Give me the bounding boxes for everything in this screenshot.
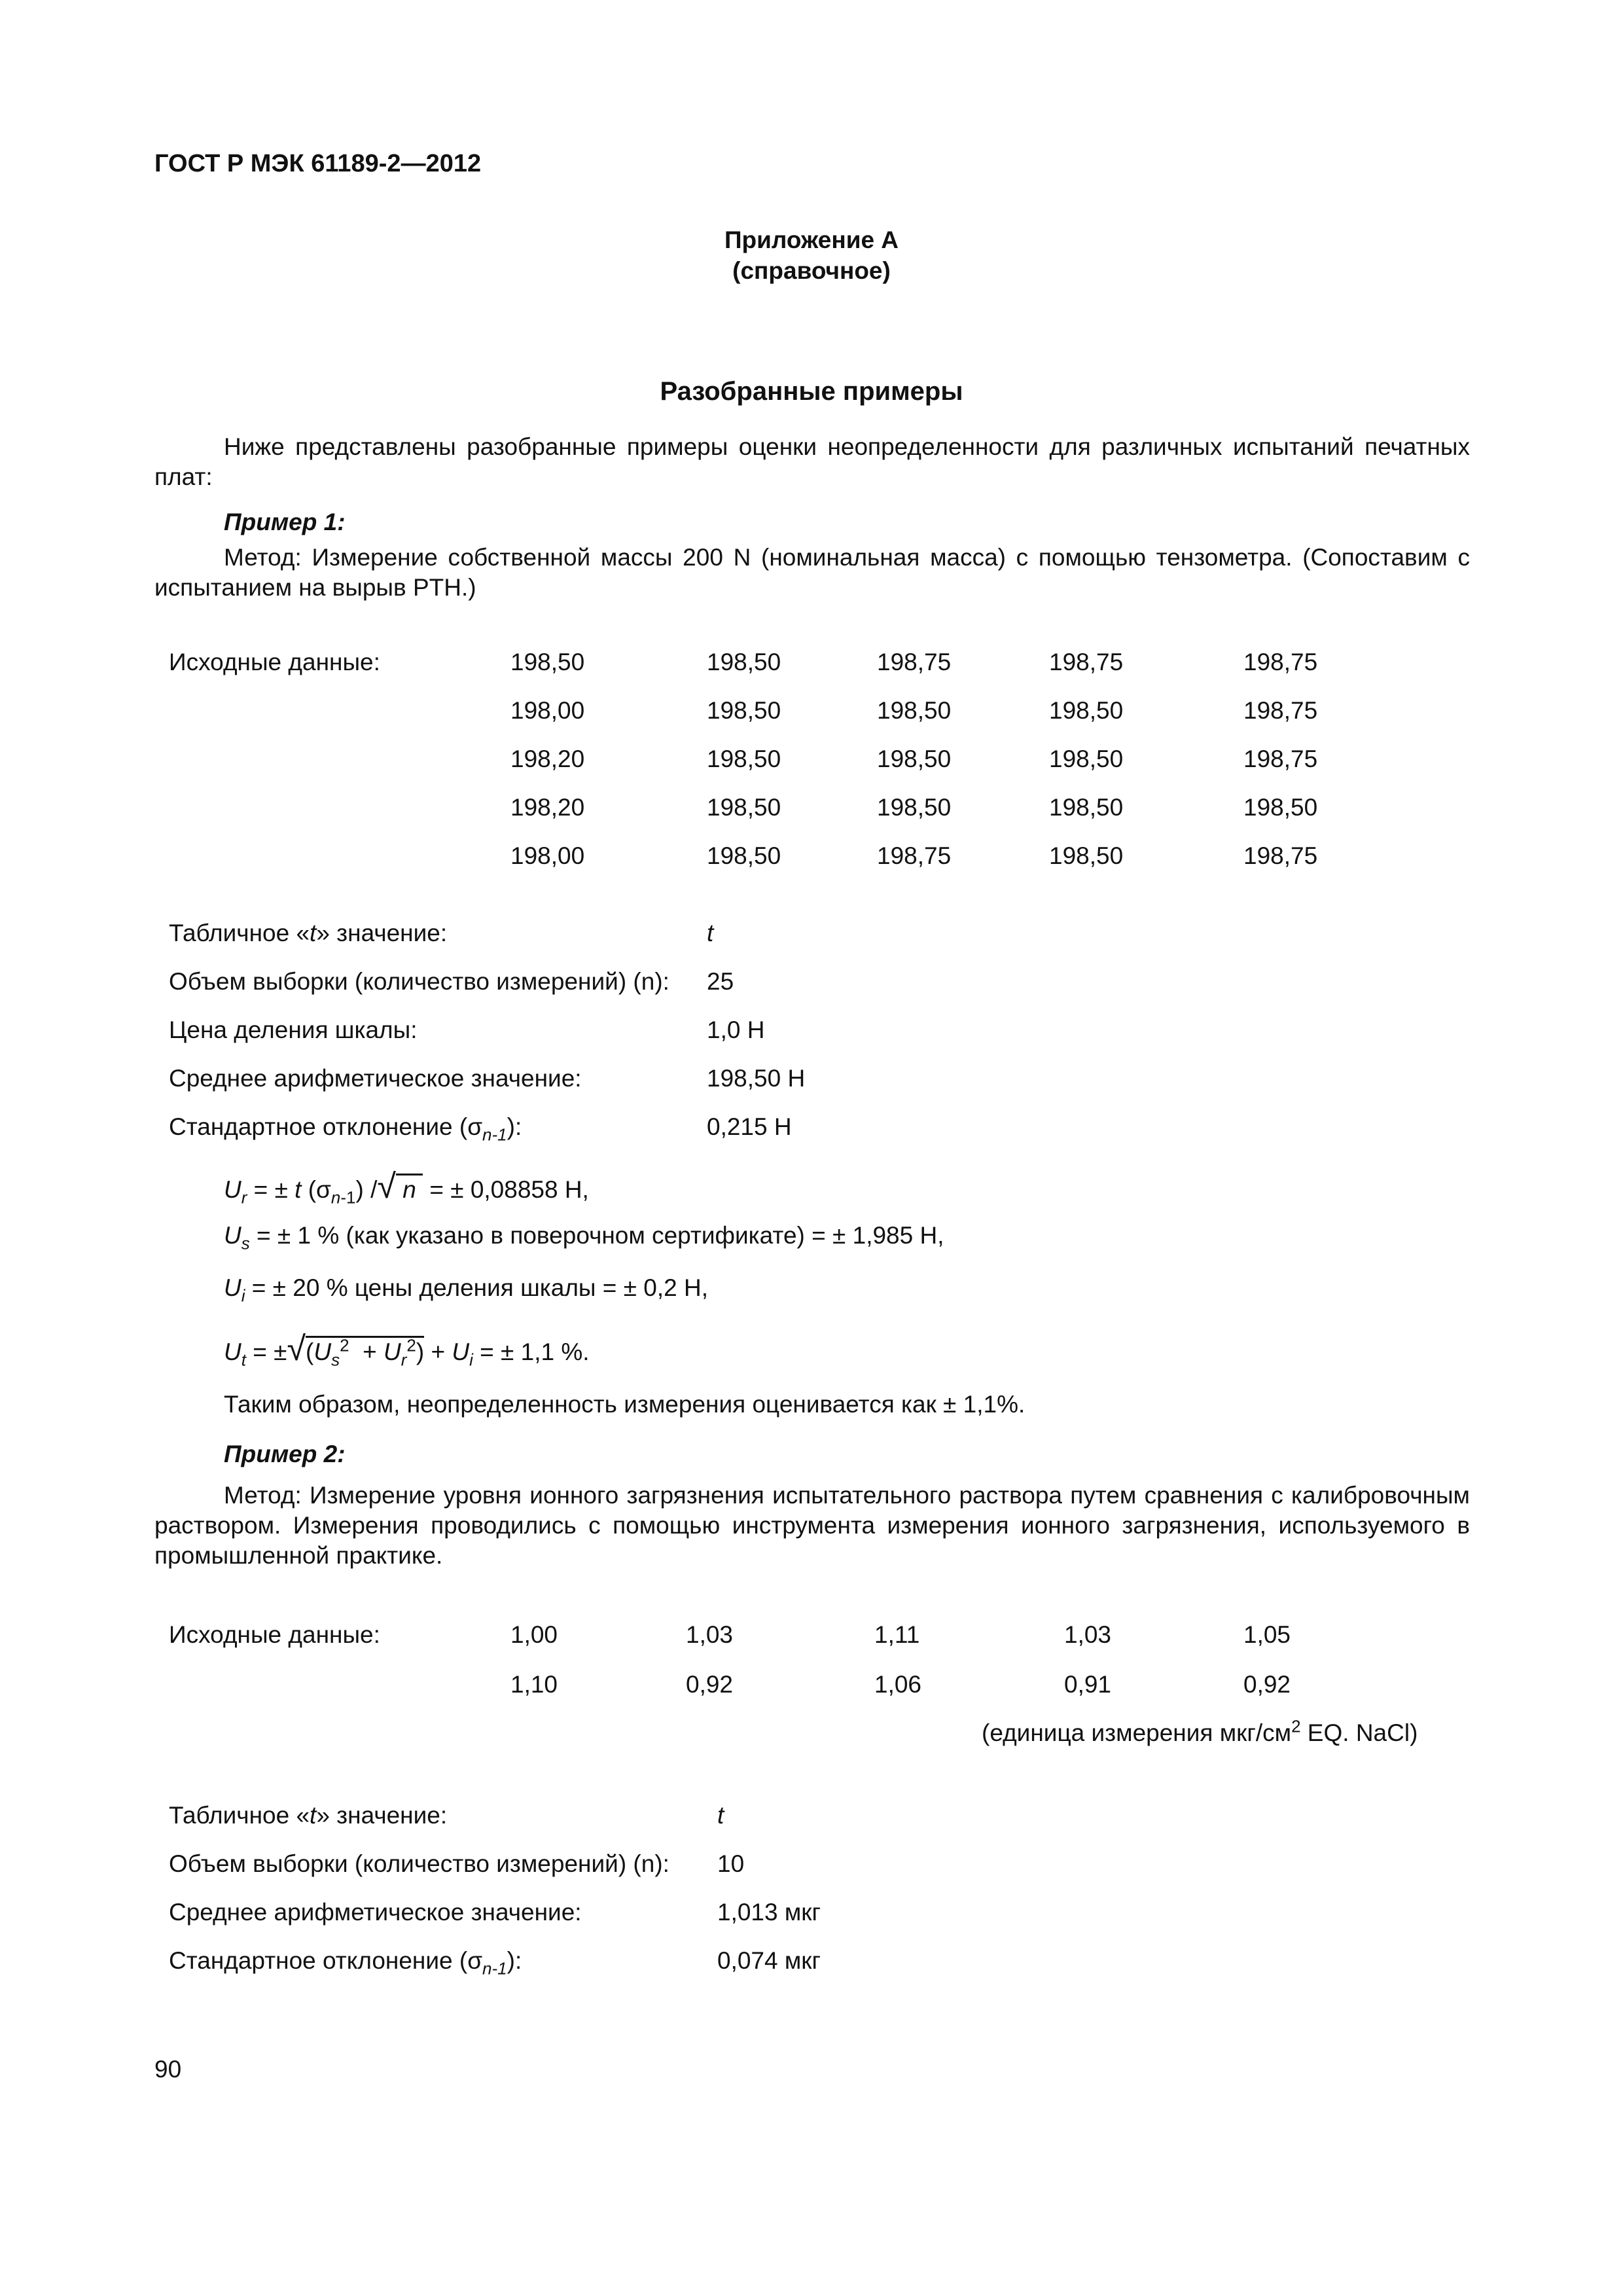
example1-mean-label: Среднее арифметическое значение: xyxy=(169,1065,582,1092)
data-cell: 198,75 xyxy=(877,842,952,869)
example2-mean-label: Среднее арифметическое значение: xyxy=(169,1899,582,1926)
data-cell: 198,50 xyxy=(707,842,781,869)
data-cell: 1,10 xyxy=(510,1671,558,1698)
data-cell: 198,75 xyxy=(1049,649,1124,675)
data-cell: 198,20 xyxy=(510,794,585,821)
data-cell: 198,50 xyxy=(877,697,952,724)
section-title: Разобранные примеры xyxy=(660,377,963,406)
example1-heading: Пример 1: xyxy=(224,509,346,535)
example2-heading: Пример 2: xyxy=(224,1441,346,1467)
data-cell: 198,50 xyxy=(707,649,781,675)
example1-t-label: Табличное «t» значение: xyxy=(169,920,448,946)
data-cell: 1,11 xyxy=(874,1621,920,1648)
example1-method: Метод: Измерение собственной массы 200 N (номинальная масса) с помощью тензометра. (Сопоставим с испытанием на вырыв PTH.) xyxy=(154,544,1470,601)
example1-n-value: 25 xyxy=(707,968,734,995)
data-cell: 1,03 xyxy=(686,1621,734,1648)
data-cell: 198,50 xyxy=(1049,745,1124,772)
appendix-title: Приложение А xyxy=(724,226,899,253)
data-cell: 198,75 xyxy=(1243,842,1318,869)
example1-sd-label: Стандартное отклонение $(\sigma_{n-1})$: xyxy=(169,1113,522,1145)
example2-data-label: Исходные данные: xyxy=(169,1621,380,1648)
example2-sd-value: 0,074 мкг xyxy=(717,1947,821,1974)
data-cell: 198,75 xyxy=(1243,697,1318,724)
data-cell: 198,50 xyxy=(707,697,781,724)
example2-sd-label: Стандартное отклонение $(\sigma_{n-1})$: xyxy=(169,1947,522,1979)
data-cell: 198,50 xyxy=(1243,794,1318,821)
example1-scale-value: 1,0 Н xyxy=(707,1016,765,1043)
data-cell: 0,92 xyxy=(686,1671,734,1698)
data-cell: 198,50 xyxy=(1049,697,1124,724)
data-cell: 198,20 xyxy=(510,745,585,772)
data-cell: 198,50 xyxy=(1049,794,1124,821)
example1-mean-value: 198,50 Н xyxy=(707,1065,806,1092)
data-cell: 198,00 xyxy=(510,842,585,869)
data-cell: 198,50 xyxy=(707,745,781,772)
data-cell: 198,50 xyxy=(1049,842,1124,869)
example1-n-label: Объем выборки (количество измерений) (n): xyxy=(169,968,669,995)
appendix-subtitle: (справочное) xyxy=(732,257,891,284)
document-header-id: ГОСТ Р МЭК 61189-2—2012 xyxy=(154,150,482,177)
data-cell: 1,00 xyxy=(510,1621,558,1648)
formula-ut: $U_t = \pm√(U_s^2 + U_r^2) + U_i$ = ± 1,1 %. xyxy=(224,1330,590,1370)
example1-sd-value: 0,215 Н xyxy=(707,1113,792,1140)
example2-t-label: Табличное «t» значение: xyxy=(169,1802,448,1829)
data-cell: 1,03 xyxy=(1064,1621,1112,1648)
data-cell: 198,75 xyxy=(1243,745,1318,772)
data-cell: 198,75 xyxy=(877,649,952,675)
intro-paragraph: Ниже представлены разобранные примеры оценки неопределенности для различных испытаний печатных плат: xyxy=(154,433,1470,490)
data-cell: 0,91 xyxy=(1064,1671,1112,1698)
example2-unit-note: (единица измерения мкг/$см^2$ EQ. NaCl) xyxy=(982,1716,1418,1746)
data-cell: 198,75 xyxy=(1243,649,1318,675)
data-cell: 198,50 xyxy=(707,794,781,821)
page-number: 90 xyxy=(154,2056,182,2083)
data-cell: 198,50 xyxy=(877,794,952,821)
formula-ur: $U_r$ = ± t $(\sigma_{n-1})$ /√ n = ± 0,08858 Н, xyxy=(224,1168,589,1208)
data-cell: 1,05 xyxy=(1243,1621,1291,1648)
example1-scale-label: Цена деления шкалы: xyxy=(169,1016,418,1043)
formula-us: $U_s$ = ± 1 % (как указано в поверочном сертификате) = ± 1,985 Н, xyxy=(224,1222,944,1253)
data-cell: 0,92 xyxy=(1243,1671,1291,1698)
data-cell: 198,50 xyxy=(877,745,952,772)
example1-data-label: Исходные данные: xyxy=(169,649,380,675)
example2-n-value: 10 xyxy=(717,1850,745,1877)
example1-conclusion: Таким образом, неопределенность измерения оценивается как ± 1,1%. xyxy=(224,1391,1026,1418)
example2-t-value: t xyxy=(717,1802,724,1829)
data-cell: 1,06 xyxy=(874,1671,922,1698)
data-cell: 198,00 xyxy=(510,697,585,724)
example2-n-label: Объем выборки (количество измерений) (n): xyxy=(169,1850,669,1877)
example2-mean-value: 1,013 мкг xyxy=(717,1899,821,1926)
example2-method: Метод: Измерение уровня ионного загрязнения испытательного раствора путем сравнения с калибровочным раствором. Измерения проводились с помощью инструмента измерения ионного загрязнения, используемого в промышленной практике. xyxy=(154,1482,1470,1569)
example1-t-value: t xyxy=(707,920,714,946)
formula-ui: $U_i$ = ± 20 % цены деления шкалы = ± 0,2 Н, xyxy=(224,1274,708,1306)
data-cell: 198,50 xyxy=(510,649,585,675)
